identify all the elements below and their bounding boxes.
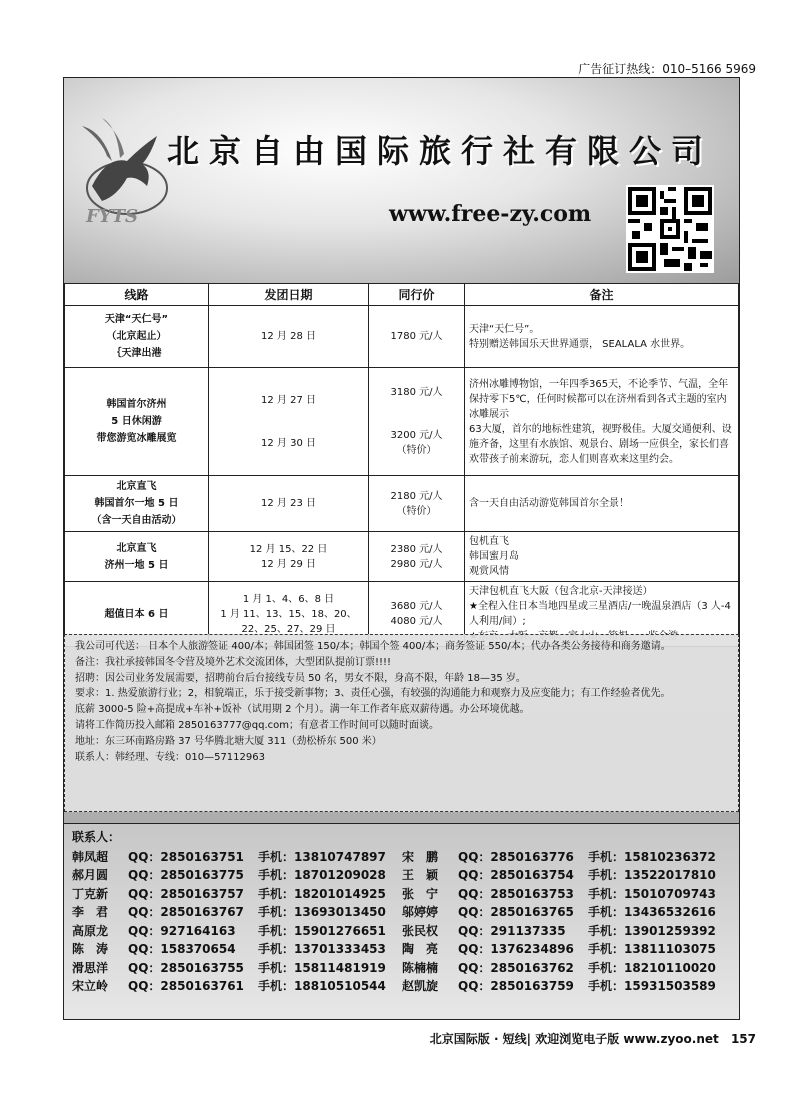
contact-phone [258, 885, 402, 902]
banner [64, 78, 739, 283]
date-line: 1 月 11、13、15、18、20、 [220, 608, 357, 620]
contact-name: 张民权 [402, 923, 439, 938]
contact-person [402, 885, 732, 902]
phone-number[interactable]: 13811103075 [624, 942, 716, 957]
phone-number[interactable]: 13901259392 [624, 923, 716, 938]
contact-qq [458, 940, 588, 957]
contact-qq [458, 959, 588, 976]
phone-number[interactable]: 15901276651 [294, 923, 386, 938]
contact-name: 王 颖 [402, 868, 439, 883]
contact-phone [588, 903, 732, 920]
qq-number[interactable]: 927164163 [160, 923, 236, 938]
route-cell [65, 306, 209, 368]
price-line: 2980 元/人 [390, 558, 443, 570]
date-line: 12 月 23 日 [261, 498, 316, 509]
contact-person [72, 959, 402, 976]
page-number: 157 [730, 1032, 756, 1046]
phone-number[interactable]: 18701209028 [294, 868, 386, 883]
phone-number[interactable]: 13810747897 [294, 849, 386, 864]
contact-person [72, 885, 402, 902]
date-line: 12 月 28 日 [261, 331, 316, 342]
header-route: 线路 [65, 284, 209, 306]
company-name: 北京自由国际旅行社有限公司 [167, 132, 714, 170]
contact-row [72, 866, 731, 885]
price-line: 3200 元/人 [390, 430, 443, 441]
qr-code-icon [626, 185, 714, 273]
qq-number[interactable]: 2850163762 [490, 960, 574, 975]
qq-number[interactable]: 2850163761 [160, 979, 244, 994]
qq-number[interactable]: 1376234896 [490, 942, 574, 957]
qq-label: QQ： [458, 923, 491, 938]
note-line: 天津包机直飞大阪（包含北京-天津接送） [469, 586, 653, 597]
contact-person [72, 940, 402, 957]
phone-number[interactable]: 13436532616 [624, 905, 716, 920]
route-line: 北京直飞 [116, 542, 157, 554]
qq-label: QQ： [128, 923, 161, 938]
date-line: 12 月 30 日 [261, 437, 316, 449]
contact-person [402, 903, 732, 920]
price-line: （特价） [396, 445, 437, 456]
contact-phone [588, 977, 732, 994]
route-line: 5 日休闲游 [111, 416, 162, 427]
phone-number[interactable]: 13693013450 [294, 905, 386, 920]
contact-name: 宋 鹏 [402, 849, 439, 864]
contact-qq [458, 866, 588, 883]
contact-phone [588, 922, 732, 939]
info-line: 地址：东三环南路房路 37 号华腾北塘大厦 311（劲松桥东 500 米） [75, 735, 382, 747]
qq-number[interactable]: 2850163776 [490, 849, 574, 864]
contact-phone [258, 922, 402, 939]
qq-label: QQ： [458, 849, 491, 864]
phone-label: 手机： [258, 868, 295, 883]
qq-label: QQ： [128, 942, 161, 957]
table-header-row [65, 284, 739, 306]
footer-text: 北京国际版 · 短线| 欢迎浏览电子版 www.zyoo.net [429, 1032, 719, 1046]
date-cell [209, 532, 369, 582]
qq-number[interactable]: 2850163765 [490, 905, 574, 920]
qq-label: QQ： [458, 905, 491, 920]
phone-number[interactable]: 18810510544 [294, 979, 386, 994]
notes-cell [465, 306, 739, 368]
phone-label: 手机： [258, 849, 295, 864]
contact-row [72, 977, 731, 996]
table-row [65, 532, 739, 582]
header-notes: 备注 [465, 284, 739, 306]
phone-number[interactable]: 18210110020 [624, 960, 716, 975]
contact-phone [258, 959, 402, 976]
phone-label: 手机： [588, 886, 625, 901]
price-line: 3180 元/人 [390, 387, 443, 398]
price-cell [369, 476, 465, 532]
phone-number[interactable]: 13701333453 [294, 942, 386, 957]
contact-name: 宋立岭 [72, 979, 109, 994]
contacts-section [64, 823, 739, 1019]
date-line: 12 月 27 日 [261, 394, 316, 406]
note-line: 观赏风情 [469, 566, 509, 577]
qq-label: QQ： [128, 849, 161, 864]
phone-label: 手机： [258, 923, 295, 938]
qq-number[interactable]: 2850163759 [490, 979, 574, 994]
qq-label: QQ： [458, 868, 491, 883]
notes-cell [465, 368, 739, 476]
contact-phone [588, 959, 732, 976]
contact-row [72, 847, 731, 866]
pegasus-logo-icon [72, 116, 172, 226]
table-row [65, 476, 739, 532]
contact-person [402, 959, 732, 976]
contact-qq [128, 940, 258, 957]
note-line: 63大厦，首尔的地标性建筑，视野极佳。大厦交通便利、设施齐备，这里有水族馆、观景台、剧场一应俱全，家长们喜欢带孩子前来游玩，恋人们则喜欢来这里约会。 [469, 423, 732, 465]
info-line: 底薪 3000-5 险+高提成+车补+饭补（试用期 2 个月）。满一年工作者年底双薪待遇。办公环境优越。 [75, 704, 530, 716]
route-line: （含一天自由活动） [91, 515, 182, 526]
contact-qq [128, 885, 258, 902]
contact-qq [128, 959, 258, 976]
phone-number[interactable]: 15010709743 [624, 886, 716, 901]
contact-row [72, 958, 731, 977]
info-line: 要求：1. 热爱旅游行业；2，相貌端正，乐于接受新事物；3、责任心强，有较强的沟通能力和观察力及应变能力；有工作经验者优先。 [75, 688, 671, 700]
contact-name: 陈 涛 [72, 942, 109, 957]
qq-number[interactable]: 2850163775 [160, 868, 244, 883]
tour-routes-table [64, 283, 739, 647]
contact-phone [258, 977, 402, 994]
phone-number[interactable]: 15811481919 [294, 960, 386, 975]
contact-phone [588, 940, 732, 957]
contact-qq [458, 885, 588, 902]
date-cell [209, 476, 369, 532]
contact-phone [258, 903, 402, 920]
contact-qq [458, 977, 588, 994]
price-line: 2180 元/人 [390, 490, 443, 502]
contact-phone [588, 885, 732, 902]
date-line: 12 月 29 日 [261, 558, 316, 570]
logo-text: FYTS [86, 206, 139, 226]
price-line: 4080 元/人 [390, 616, 443, 627]
price-cell [369, 368, 465, 476]
qq-number[interactable]: 2850163757 [160, 886, 244, 901]
route-line: 超值日本 6 日 [104, 608, 169, 620]
contact-qq [458, 848, 588, 865]
table-row [65, 368, 739, 476]
phone-number[interactable]: 15931503589 [624, 979, 716, 994]
header-price: 同行价 [369, 284, 465, 306]
contact-name: 滑思洋 [72, 960, 109, 975]
contact-person [402, 977, 732, 994]
note-line: 特别赠送韩国乐天世界通票， SEALALA 水世界。 [469, 338, 691, 350]
contact-person [72, 866, 402, 883]
date-line: 22、25、27、29 日 [241, 623, 336, 635]
table-row [65, 306, 739, 368]
contact-row [72, 921, 731, 940]
qq-label: QQ： [458, 960, 491, 975]
info-line: 我公司可代送： 日本个人旅游签证 400/本；韩国团签 150/本；韩国个签 400/本；商务签证 550/本；代办各类公务接待和商务邀请。 [75, 641, 671, 652]
contact-person [402, 866, 732, 883]
route-line: 带您游览冰雕展览 [96, 433, 177, 444]
contact-name: 陈楠楠 [402, 960, 439, 975]
contact-phone [258, 866, 402, 883]
note-line: 包机直飞 [469, 536, 509, 547]
contact-name: 赵凯旋 [402, 979, 439, 994]
contact-qq [128, 977, 258, 994]
phone-label: 手机： [588, 849, 625, 864]
contact-name: 郝月圆 [72, 868, 109, 883]
date-line: 1 月 1、4、6、8 日 [242, 593, 335, 605]
website-url[interactable]: www.free-zy.com [389, 201, 592, 227]
route-cell [65, 368, 209, 476]
contacts-title: 联系人： [72, 830, 121, 844]
phone-number[interactable]: 18201014925 [294, 886, 386, 901]
route-line: 济州一地 5 日 [104, 559, 169, 571]
contact-phone [588, 848, 732, 865]
phone-label: 手机： [588, 923, 625, 938]
date-cell [209, 306, 369, 368]
header-date: 发团日期 [209, 284, 369, 306]
contact-person [72, 848, 402, 865]
contact-name: 丁克新 [72, 886, 109, 901]
contact-phone [588, 866, 732, 883]
phone-label: 手机： [588, 905, 625, 920]
contact-qq [128, 922, 258, 939]
contact-phone [258, 940, 402, 957]
qq-label: QQ： [458, 886, 491, 901]
note-line: 韩国蜜月岛 [469, 551, 519, 562]
route-line: 韩国首尔一地 5 日 [94, 498, 179, 509]
qq-number[interactable]: 158370654 [160, 942, 236, 957]
qq-number[interactable]: 291137335 [490, 923, 566, 938]
contact-name: 韩凤超 [72, 849, 109, 864]
qq-label: QQ： [128, 979, 161, 994]
contact-person [402, 848, 732, 865]
contact-qq [128, 903, 258, 920]
phone-label: 手机： [588, 979, 625, 994]
contact-name: 张 宁 [402, 886, 439, 901]
phone-label: 手机： [588, 960, 625, 975]
contact-name: 李 君 [72, 905, 109, 920]
notes-cell [465, 532, 739, 582]
contact-row [72, 903, 731, 922]
qq-label: QQ： [128, 960, 161, 975]
contact-person [402, 940, 732, 957]
info-line: 请将工作简历投入邮箱 2850163777@qq.com；有意者工作时间可以随时面谈。 [75, 719, 440, 731]
advertisement-frame [63, 77, 740, 1020]
route-line: 天津“天仁号” [104, 314, 169, 325]
phone-label: 手机： [588, 868, 625, 883]
contact-person [402, 922, 732, 939]
phone-label: 手机： [588, 942, 625, 957]
contact-person [72, 977, 402, 994]
page-footer [430, 1030, 756, 1047]
contact-person [72, 903, 402, 920]
notes-cell [465, 476, 739, 532]
info-line: 联系人：韩经理、专线：010—57112963 [75, 751, 265, 763]
qq-label: QQ： [128, 868, 161, 883]
phone-number[interactable]: 15810236372 [624, 849, 716, 864]
contact-qq [128, 848, 258, 865]
info-box [64, 634, 739, 812]
phone-label: 手机： [258, 905, 295, 920]
qq-number[interactable]: 2850163753 [490, 886, 574, 901]
phone-number[interactable]: 13522017810 [624, 868, 716, 883]
contact-person [72, 922, 402, 939]
qq-label: QQ： [458, 979, 491, 994]
route-line: 韩国首尔济州 [106, 399, 167, 410]
contact-qq [128, 866, 258, 883]
route-line: 北京直飞 [116, 481, 157, 492]
date-cell [209, 368, 369, 476]
info-line: 招聘：因公司业务发展需要，招聘前台后台接线专员 50 名，男女不限，身高不限，年龄 18—35 岁。 [75, 672, 526, 684]
contact-row [72, 884, 731, 903]
price-line: 1780 元/人 [390, 331, 443, 342]
contact-qq [458, 922, 588, 939]
route-line: （北京起止） [106, 331, 167, 342]
ad-hotline: 广告征订热线：010–5166 5969 [578, 62, 756, 76]
price-line: 2380 元/人 [390, 543, 443, 555]
note-line: ★全程入住日本当地四星或三星酒店/一晚温泉酒店（3 人-4 人利用/间）; [469, 601, 731, 627]
qq-number[interactable]: 2850163751 [160, 849, 244, 864]
phone-label: 手机： [258, 942, 295, 957]
route-cell [65, 532, 209, 582]
price-cell [369, 532, 465, 582]
qq-number[interactable]: 2850163754 [490, 868, 574, 883]
qq-label: QQ： [128, 905, 161, 920]
info-line: 备注：我社承接韩国冬令营及境外艺术交流团体，大型团队提前订票!!!! [75, 656, 392, 668]
contact-phone [258, 848, 402, 865]
contact-list [72, 847, 731, 995]
qq-label: QQ： [128, 886, 161, 901]
phone-label: 手机： [258, 979, 295, 994]
note-line: 含一天自由活动游览韩国首尔全景！ [469, 498, 629, 509]
phone-label: 手机： [258, 960, 295, 975]
contact-name: 邬婷婷 [402, 905, 439, 920]
note-line: 天津“天仁号”。 [469, 323, 540, 335]
contact-qq [458, 903, 588, 920]
qq-label: QQ： [458, 942, 491, 957]
route-line: ｛天津出港 [111, 348, 162, 359]
date-line: 12 月 15、22 日 [249, 543, 328, 555]
price-line: （特价） [396, 505, 437, 517]
contact-row [72, 940, 731, 959]
price-cell [369, 306, 465, 368]
note-line: 济州冰雕博物馆，一年四季365天，不论季节、气温，全年保持零下5℃，任何时候都可以在济州看到各式主题的室内冰雕展示 [469, 378, 729, 420]
contact-name: 陶 亮 [402, 942, 439, 957]
route-cell [65, 476, 209, 532]
qq-number[interactable]: 2850163755 [160, 960, 244, 975]
qq-number[interactable]: 2850163767 [160, 905, 244, 920]
price-line: 3680 元/人 [390, 601, 443, 612]
phone-label: 手机： [258, 886, 295, 901]
contact-name: 高原龙 [72, 923, 109, 938]
